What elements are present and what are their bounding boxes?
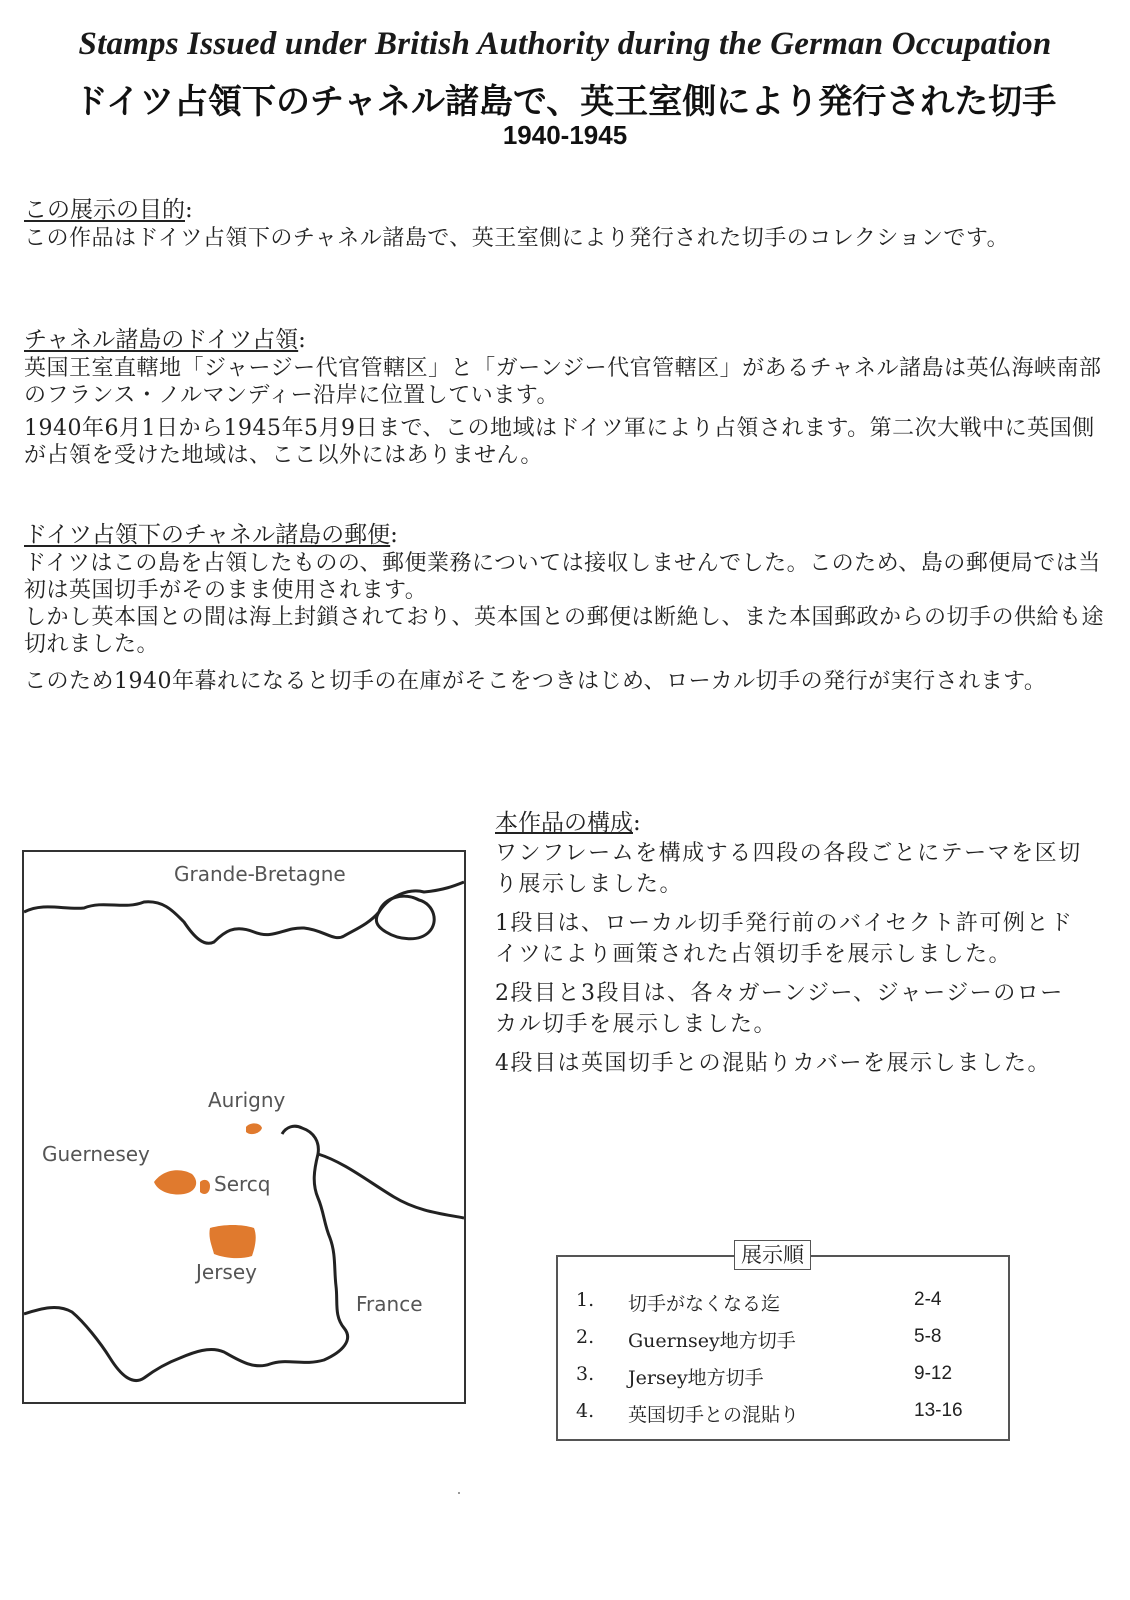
section-heading: この展示の目的:: [24, 197, 193, 223]
title-japanese: ドイツ占領下のチャネル諸島で、英王室側により発行された切手: [73, 82, 1057, 122]
guernesey-island: [154, 1170, 196, 1194]
item-label: Jersey地方切手: [628, 1367, 764, 1389]
paragraph: この作品はドイツ占領下のチャネル諸島で、英王室側により発行された切手のコレクションです。: [24, 226, 1010, 251]
heading-text: この展示の目的: [24, 197, 185, 223]
paragraph: 1940年6月1日から1945年5月9日まで、この地域はドイツ軍により占領されます。第二次大戦中に英国側が占領を受けた地域は、ここ以外にはありません。: [24, 416, 1095, 468]
item-pages: 13-16: [914, 1400, 963, 1421]
paragraph: ドイツはこの島を占領したものの、郵便業務については接収しませんでした。このため、島の郵便局では当初は英国切手がそのまま使用されます。: [24, 551, 1101, 603]
paragraph: このため1940年暮れになると切手の在庫がそこをつきはじめ、ローカル切手の発行が実行されます。: [24, 669, 1047, 694]
scan-speck: [458, 1492, 460, 1494]
item-pages: 2-4: [914, 1289, 942, 1310]
display-order-list: [558, 1285, 1008, 1433]
paragraph: しかし英本国との間は海上封鎖されており、英本国との郵便は断絶し、また本国郵政からの切手の供給も途切れました。: [24, 605, 1105, 657]
display-order-box: [556, 1243, 1010, 1441]
display-order-title: 展示順: [734, 1240, 811, 1270]
heading-text: ドイツ占領下のチャネル諸島の郵便: [24, 522, 391, 548]
item-pages: 5-8: [914, 1326, 942, 1347]
map-graphic: [24, 852, 464, 1402]
title-years: 1940-1945: [502, 120, 628, 150]
item-number: 3.: [576, 1363, 595, 1385]
paragraph: 1段目は、ローカル切手発行前のバイセクト許可例とドイツにより画策された占領切手を展示しました。: [495, 911, 1074, 967]
section-heading: ドイツ占領下のチャネル諸島の郵便:: [24, 522, 398, 548]
item-label: 切手がなくなる迄: [628, 1293, 781, 1315]
map-label-britain: Grande-Bretagne: [174, 862, 346, 886]
wight-coastline: [376, 896, 434, 939]
item-label: 英国切手との混貼り: [628, 1404, 800, 1426]
map-label-guernesey: Guernesey: [42, 1142, 150, 1166]
display-order-item: [558, 1322, 1008, 1359]
channel-islands-map: [22, 850, 466, 1404]
section-heading: チャネル諸島のドイツ占領:: [24, 327, 306, 353]
jersey-island: [209, 1225, 255, 1258]
paragraph: 英国王室直轄地「ジャージー代官管轄区」と「ガーンジー代官管轄区」があるチャネル諸島は英仏海峡南部のフランス・ノルマンディー沿岸に位置しています。: [24, 356, 1102, 408]
section-occupation: [24, 325, 1106, 475]
item-pages: 9-12: [914, 1363, 953, 1384]
display-order-item: [558, 1396, 1008, 1433]
item-label: Guernsey地方切手: [628, 1330, 796, 1352]
display-order-item: [558, 1285, 1008, 1322]
section-postal: [24, 520, 1106, 701]
item-number: 4.: [576, 1400, 595, 1422]
heading-text: チャネル諸島のドイツ占領: [24, 327, 299, 353]
paragraph: 4段目は英国切手との混貼りカバーを展示しました。: [495, 1051, 1051, 1076]
title-english: Stamps Issued under British Authority during the German Occupation: [78, 26, 1052, 62]
france-east-coastline: [318, 1154, 464, 1218]
map-label-jersey: Jersey: [196, 1260, 257, 1284]
aurigny-island: [246, 1123, 262, 1134]
map-label-sercq: Sercq: [214, 1172, 271, 1196]
paragraph: ワンフレームを構成する四段の各段ごとにテーマを区切り展示しました。: [495, 841, 1082, 897]
display-order-item: [558, 1359, 1008, 1396]
britain-coastline: [24, 882, 464, 943]
section-purpose: [24, 195, 1106, 258]
sercq-island: [200, 1180, 210, 1194]
map-label-aurigny: Aurigny: [208, 1088, 286, 1112]
heading-text: 本作品の構成: [495, 810, 633, 836]
paragraph: 2段目と3段目は、各々ガーンジー、ジャージーのローカル切手を展示しました。: [495, 981, 1064, 1037]
item-number: 2.: [576, 1326, 595, 1348]
item-number: 1.: [576, 1289, 595, 1311]
section-structure: [495, 808, 1085, 1087]
map-label-france: France: [356, 1292, 423, 1316]
section-heading: 本作品の構成:: [495, 810, 641, 836]
